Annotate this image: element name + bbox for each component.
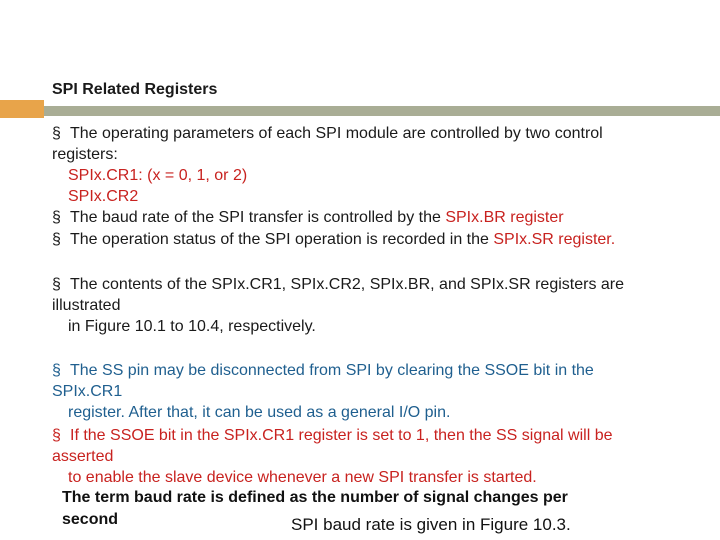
slide-title: SPI Related Registers (52, 81, 218, 98)
para-ss-line3: register. After that, it can be used as a general I/O pin. (68, 404, 451, 421)
register-br: SPIx.BR register (445, 209, 564, 226)
accent-bar-gray (44, 106, 720, 116)
para-ss-text: The SS pin may be disconnected from SPI by clearing the SSOE bit in the (70, 362, 594, 379)
register-cr2: SPIx.CR2 (68, 188, 139, 205)
bullet-icon: § (52, 362, 61, 379)
para-ssoe-line1 (52, 427, 612, 445)
para-baud (52, 209, 564, 227)
para-ss-line1 (52, 362, 594, 380)
para-ssoe-line3: to enable the slave device whenever a new SPI transfer is started. (68, 469, 537, 486)
para-contents-line2: illustrated (52, 297, 121, 314)
register-cr1: SPIx.CR1: (x = 0, 1, or 2) (68, 167, 248, 184)
para-control-text: The operating parameters of each SPI module are controlled by two control (70, 125, 603, 142)
bullet-icon: § (52, 209, 61, 226)
baud-definition-line1: The term baud rate is defined as the number of signal changes per (62, 489, 568, 506)
para-contents-line1 (52, 276, 624, 294)
para-status-text: The operation status of the SPI operation is recorded in the (70, 231, 494, 248)
para-ssoe-text: If the SSOE bit in the SPIx.CR1 register is set to 1, then the SS signal will be (70, 427, 613, 444)
accent-bar-orange (0, 100, 44, 118)
figure-reference-text: SPI baud rate is given in Figure 10.3. (291, 515, 571, 534)
para-status (52, 231, 615, 249)
para-control-line1 (52, 125, 603, 143)
bullet-icon: § (52, 125, 61, 142)
para-ssoe-line2: asserted (52, 448, 114, 465)
para-contents-line3: in Figure 10.1 to 10.4, respectively. (68, 318, 316, 335)
bullet-icon: § (52, 231, 61, 248)
baud-definition-line2: second (62, 511, 126, 529)
register-sr: SPIx.SR register. (493, 231, 616, 248)
para-control-line2: registers: (52, 146, 118, 163)
bullet-icon: § (52, 276, 61, 293)
bullet-icon: § (52, 427, 61, 444)
para-baud-text: The baud rate of the SPI transfer is controlled by the (70, 209, 446, 226)
para-ss-line2: SPIx.CR1 (52, 383, 123, 400)
para-contents-text: The contents of the SPIx.CR1, SPIx.CR2, SPIx.BR, and SPIx.SR registers are (70, 276, 625, 293)
